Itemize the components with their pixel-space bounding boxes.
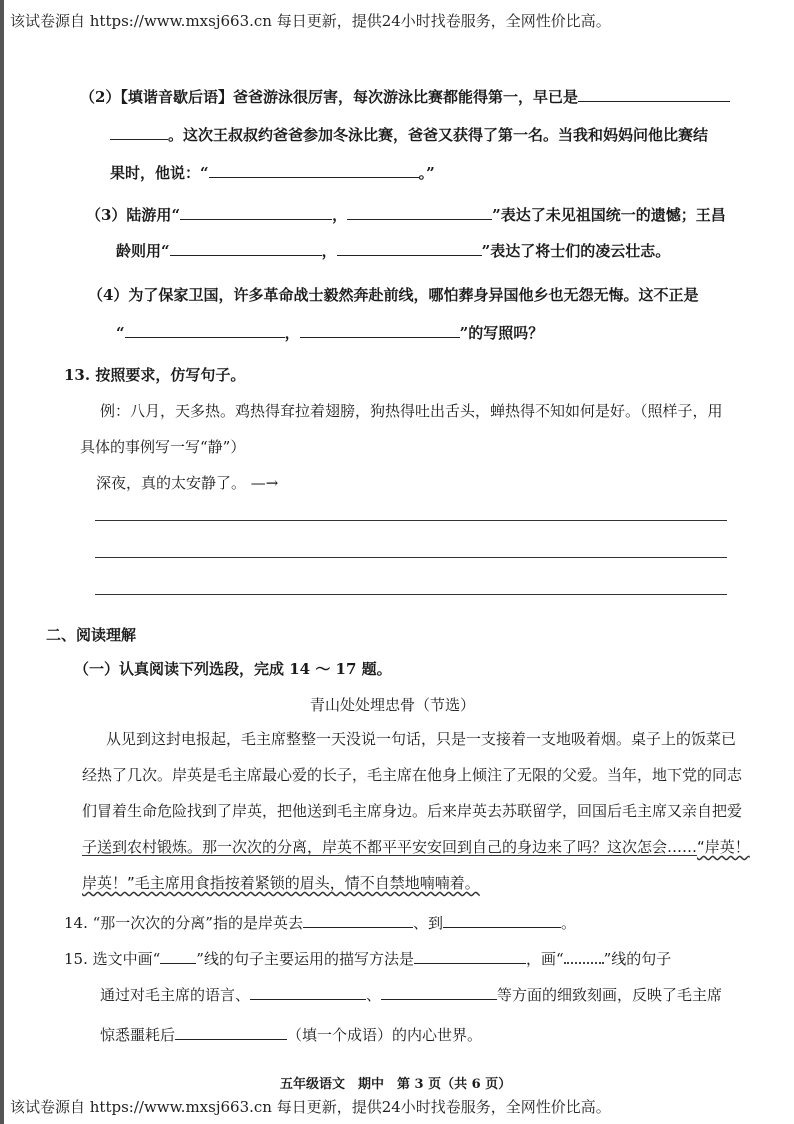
answer-blank[interactable] — [110, 125, 168, 140]
answer-blank[interactable] — [303, 913, 413, 928]
answer-blank[interactable] — [175, 1025, 287, 1040]
answer-blank[interactable] — [300, 323, 460, 338]
q15-line1-end: ”线的句子 — [603, 950, 672, 968]
q14-text: 14. “那一次次的分离”指的是岸英去 — [64, 914, 303, 932]
q15-line3-end: （填一个成语）的内心世界。 — [287, 1026, 483, 1044]
passage-wavy-b: 岸英！”毛主席用食指按着紧锁的眉头，情不自禁地喃喃着。 — [82, 874, 480, 892]
q12-3-line1-text: （3）陆游用“ — [86, 206, 181, 224]
answer-blank[interactable] — [250, 985, 366, 1000]
q15-line2-text: 通过对毛主席的语言、 — [100, 986, 251, 1004]
q12-2-line2-text: 。这次王叔叔约爸爸参加冬泳比赛，爸爸又获得了第一名。当我和妈妈问他比赛结 — [168, 126, 709, 144]
bottom-watermark: 该试卷源自 https://www.mxsj663.cn 每日更新，提供24小时找卷服务，全网性价比高。 — [10, 1098, 611, 1116]
q12-4-line1: （4）为了保家卫国，许多革命战士毅然奔赴前线，哪怕葬身异国他乡也无怨无悔。这不正是 — [88, 286, 699, 304]
q12-2-line1-text: （2）【填谐音歇后语】爸爸游泳很厉害，每次游泳比赛都能得第一，早已是 — [80, 88, 578, 106]
q15-line2 — [100, 984, 722, 1005]
section-subtitle: （一）认真阅读下列选段，完成 14 ～ 17 题。 — [74, 660, 392, 678]
answer-blank[interactable] — [381, 985, 497, 1000]
q13-prompt — [96, 472, 278, 493]
q12-4-line2-open: “ — [116, 324, 125, 342]
q12-2-line3-text: 果时，他说：“ — [110, 164, 209, 182]
q14-mid: 、到 — [412, 914, 443, 932]
passage-line-4 — [82, 836, 750, 857]
page-footer: 五年级语文 期中 第 3 页（共 6 页） — [280, 1077, 512, 1092]
top-watermark: 该试卷源自 https://www.mxsj663.cn 每日更新，提供24小时找卷服务，全网性价比高。 — [10, 12, 611, 30]
arrow-icon: —→ — [250, 474, 279, 492]
q14-end: 。 — [560, 914, 576, 932]
wavy-underline-sample — [564, 950, 604, 964]
q13-example-line2: 具体的事例写一写“静”） — [80, 438, 246, 456]
writing-line-1[interactable] — [95, 520, 727, 521]
q15-line2-end: 等方面的细致刻画，反映了毛主席 — [497, 986, 723, 1004]
q12-4-line2-end: ”的写照吗？ — [459, 324, 544, 342]
section-title: 二、阅读理解 — [46, 626, 137, 644]
answer-blank[interactable] — [347, 205, 492, 220]
q12-2-line1 — [80, 86, 730, 107]
q14 — [64, 912, 576, 933]
passage-line-4-text: 子送到农村锻炼。那一次次的分离，岸英不都平平安安回到自己的身边来了吗？这次怎会…… — [82, 838, 698, 856]
q15-line1-mid: ”线的句子主要运用的描写方法是 — [196, 950, 414, 968]
q15-line1-mid2: ，画“ — [525, 950, 564, 968]
comma: ， — [321, 242, 337, 260]
answer-blank[interactable] — [578, 87, 730, 102]
q12-2-line3-end: 。” — [418, 164, 435, 182]
q15-line1 — [64, 948, 671, 969]
answer-blank[interactable] — [443, 913, 561, 928]
passage-title: 青山处处埋忠骨（节选） — [310, 696, 476, 714]
passage-line-1: 从见到这封电报起，毛主席整整一天没说一句话，只是一支接着一支地吸着烟。桌子上的饭菜已 — [106, 730, 737, 748]
passage-line-5 — [82, 872, 480, 893]
passage-wavy-a: “岸英！ — [697, 838, 750, 856]
q13-prompt-text: 深夜，真的太安静了。 — [96, 474, 247, 492]
q13-title: 13. 按照要求，仿写句子。 — [64, 366, 246, 384]
q12-2-line2 — [110, 124, 708, 145]
q15-line2-sep: 、 — [366, 986, 382, 1004]
q15-line3 — [100, 1024, 482, 1045]
q12-3-line2 — [116, 240, 670, 261]
scan-edge — [0, 0, 4, 1124]
passage-line-2: 经热了几次。岸英是毛主席最心爱的长子，毛主席在他身上倾注了无限的父爱。当年，地下党的同志 — [82, 766, 743, 784]
underline-sample — [160, 949, 196, 964]
comma: ， — [332, 206, 348, 224]
answer-blank[interactable] — [209, 163, 419, 178]
q12-3-line2-end: ”表达了将士们的凌云壮志。 — [481, 242, 671, 260]
q12-2-line3 — [110, 162, 435, 183]
writing-line-2[interactable] — [95, 557, 727, 558]
answer-blank[interactable] — [170, 241, 322, 256]
q12-3-line2-text: 龄则用“ — [116, 242, 170, 260]
comma: ， — [284, 324, 300, 342]
q12-3-line1-end: ”表达了未见祖国统一的遗憾；王昌 — [492, 206, 726, 224]
answer-blank[interactable] — [337, 241, 482, 256]
passage-line-3: 们冒着生命危险找到了岸英，把他送到毛主席身边。后来岸英去苏联留学，回国后毛主席又亲自把爱 — [82, 802, 743, 820]
q13-example-line1: 例：八月，天多热。鸡热得耷拉着翅膀，狗热得吐出舌头，蝉热得不知如何是好。（照样子，用 — [100, 402, 723, 420]
answer-blank[interactable] — [414, 949, 526, 964]
q15-line3-text: 惊悉噩耗后 — [100, 1026, 176, 1044]
answer-blank[interactable] — [180, 205, 332, 220]
q15-line1-text: 15. 选文中画“ — [64, 950, 161, 968]
q12-4-line2 — [116, 322, 543, 343]
answer-blank[interactable] — [125, 323, 285, 338]
q12-3-line1 — [86, 204, 726, 225]
writing-line-3[interactable] — [95, 594, 727, 595]
